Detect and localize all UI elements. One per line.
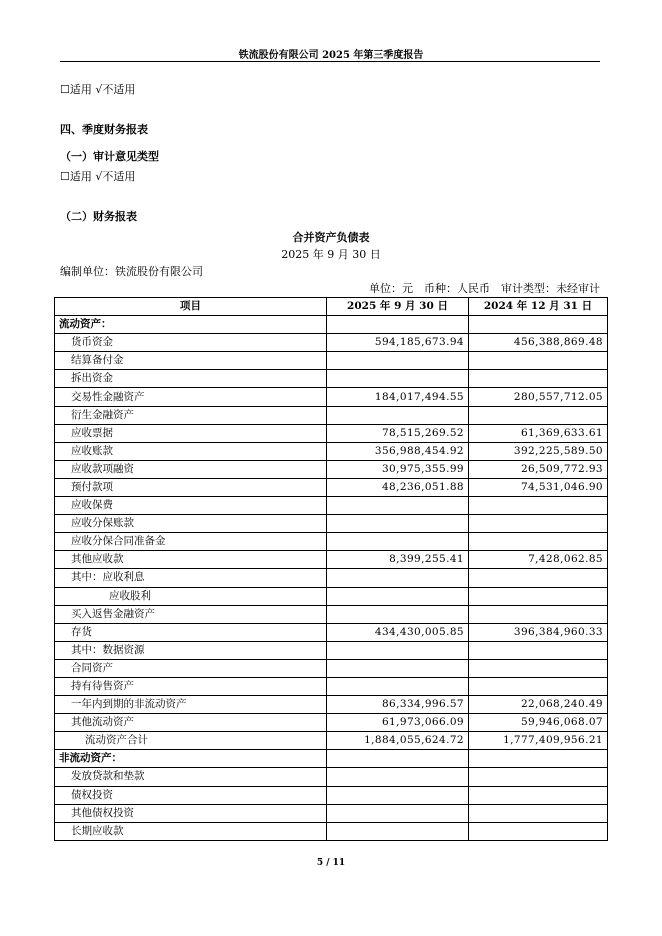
table-row [55,370,608,388]
table-row [55,696,608,714]
table-row [55,352,608,370]
row-label: 应收票据 [55,424,327,442]
row-label: 货币资金 [55,334,327,352]
row-label: 应收款项融资 [55,460,327,478]
table-row [55,388,608,406]
value-current [327,587,469,605]
row-label: 一年内到期的非流动资产 [55,696,327,714]
table-row [55,768,608,786]
row-label: 存货 [55,623,327,641]
row-label: 合同资产 [55,659,327,677]
value-previous [469,515,608,533]
value-current: 434,430,005.85 [327,623,469,641]
table-row [55,732,608,750]
value-current: 184,017,494.55 [327,388,469,406]
table-row [55,406,608,424]
value-previous [469,641,608,659]
value-current [327,822,469,840]
table-row [55,804,608,822]
value-current [327,605,469,623]
value-current: 356,988,454.92 [327,442,469,460]
row-label: 发放贷款和垫款 [55,768,327,786]
table-row [55,677,608,695]
row-label: 应收股利 [55,587,327,605]
value-current [327,569,469,587]
row-label: 其中：数据资源 [55,641,327,659]
table-row [55,515,608,533]
value-previous [469,804,608,822]
preparing-entity: 编制单位：铁流股份有限公司 [60,265,203,278]
column-header-item: 项目 [55,298,327,316]
table-row [55,569,608,587]
value-previous: 456,388,869.48 [469,334,608,352]
value-previous [469,750,608,768]
value-current [327,641,469,659]
value-previous [469,533,608,551]
row-label: 买入返售金融资产 [55,605,327,623]
row-label: 持有待售资产 [55,677,327,695]
row-label: 流动资产合计 [55,732,327,750]
table-row [55,822,608,840]
page-number: 5 / 11 [316,858,346,868]
value-previous: 61,369,633.61 [469,424,608,442]
value-previous: 22,068,240.49 [469,696,608,714]
balance-sheet-table [54,297,608,841]
value-previous [469,569,608,587]
value-current [327,659,469,677]
value-current: 8,399,255.41 [327,551,469,569]
value-previous: 1,777,409,956.21 [469,732,608,750]
table-row [55,605,608,623]
row-label: 拆出资金 [55,370,327,388]
value-current: 30,975,355.99 [327,460,469,478]
value-current [327,406,469,424]
value-previous: 59,946,068.07 [469,714,608,732]
value-previous: 396,384,960.33 [469,623,608,641]
row-label: 预付款项 [55,478,327,496]
value-current [327,768,469,786]
table-row [55,587,608,605]
column-header-previous: 2024 年 12 月 31 日 [469,298,608,316]
value-previous: 26,509,772.93 [469,460,608,478]
table-row [55,533,608,551]
value-current [327,316,469,334]
row-label: 其他流动资产 [55,714,327,732]
value-previous [469,822,608,840]
value-current: 78,515,269.52 [327,424,469,442]
row-label: 应收分保账款 [55,515,327,533]
table-row [55,334,608,352]
value-current [327,497,469,515]
value-current: 61,973,066.09 [327,714,469,732]
value-previous: 74,531,046.90 [469,478,608,496]
value-previous [469,605,608,623]
value-previous [469,370,608,388]
value-previous [469,768,608,786]
value-previous [469,352,608,370]
subsection-audit-opinion-title: （一）审计意见类型 [60,150,159,163]
currency-info: 单位：元 币种：人民币 审计类型：未经审计 [369,282,600,295]
row-label: 长期应收款 [55,822,327,840]
value-current [327,515,469,533]
table-row [55,460,608,478]
value-previous [469,659,608,677]
row-label: 衍生金融资产 [55,406,327,424]
column-header-current: 2025 年 9 月 30 日 [327,298,469,316]
value-previous [469,677,608,695]
value-previous [469,786,608,804]
table-row [55,478,608,496]
row-label: 其他应收款 [55,551,327,569]
table-row [55,551,608,569]
table-row [55,316,608,334]
row-label: 应收保费 [55,497,327,515]
table-row [55,424,608,442]
value-previous [469,406,608,424]
row-label: 交易性金融资产 [55,388,327,406]
table-row [55,641,608,659]
row-label: 其他债权投资 [55,804,327,822]
section-title: 四、季度财务报表 [60,123,148,136]
row-label: 结算备付金 [55,352,327,370]
value-previous: 392,225,589.50 [469,442,608,460]
table-row [55,750,608,768]
row-label: 应收账款 [55,442,327,460]
value-previous: 7,428,062.85 [469,551,608,569]
value-previous [469,497,608,515]
value-previous [469,587,608,605]
row-label: 应收分保合同准备金 [55,533,327,551]
applicability-audit-opinion: ☐适用 √不适用 [60,170,136,183]
header-divider [60,61,600,62]
value-previous [469,316,608,334]
value-previous: 280,557,712.05 [469,388,608,406]
value-current: 594,185,673.94 [327,334,469,352]
statement-date: 2025 年 9 月 30 日 [281,248,381,261]
table-row [55,442,608,460]
value-current [327,352,469,370]
report-header: 铁流股份有限公司 2025 年第三季度报告 [238,50,424,61]
value-current: 86,334,996.57 [327,696,469,714]
applicability-audit-note: ☐适用 √不适用 [60,83,136,96]
table-row [55,714,608,732]
value-current [327,750,469,768]
table-row [55,623,608,641]
table-row [55,497,608,515]
value-current: 48,236,051.88 [327,478,469,496]
value-current [327,533,469,551]
table-row [55,659,608,677]
table-header-row [55,298,608,316]
value-current [327,677,469,695]
value-current [327,370,469,388]
row-label: 其中：应收利息 [55,569,327,587]
row-label: 债权投资 [55,786,327,804]
row-label: 流动资产： [55,316,327,334]
row-label: 非流动资产： [55,750,327,768]
table-row [55,786,608,804]
subsection-financial-statements-title: （二）财务报表 [60,210,137,223]
value-current: 1,884,055,624.72 [327,732,469,750]
value-current [327,804,469,822]
statement-title: 合并资产负债表 [292,231,370,244]
value-current [327,786,469,804]
